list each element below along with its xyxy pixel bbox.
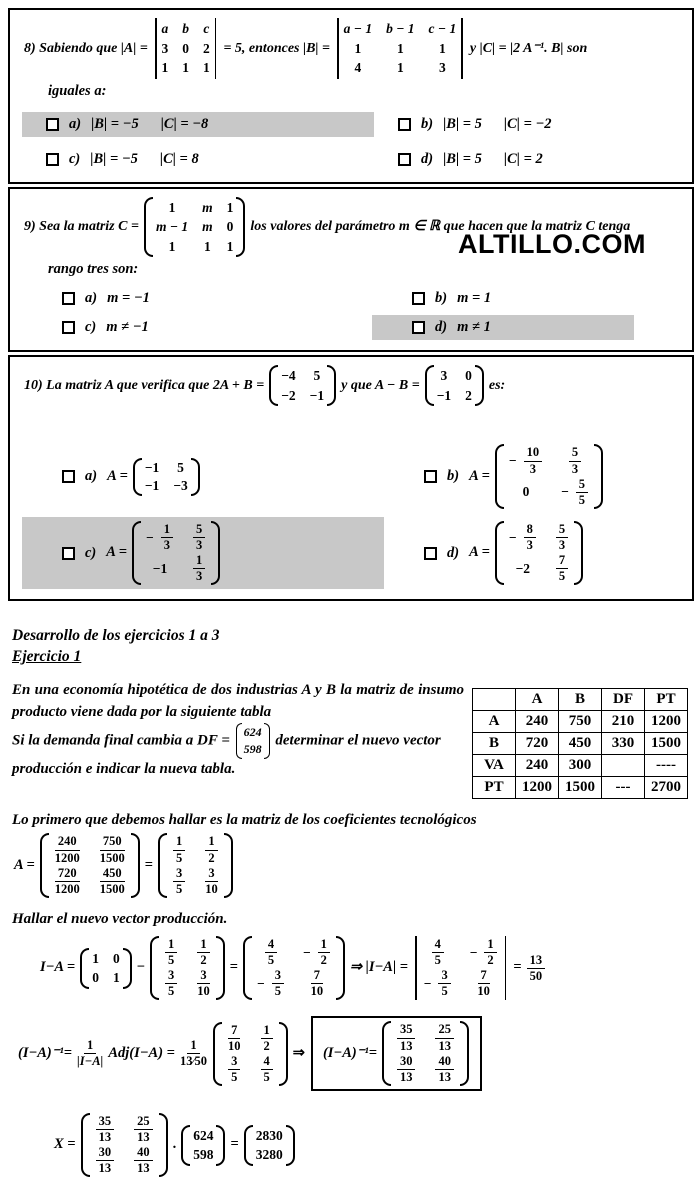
q8-option-b: [374, 112, 560, 137]
exercise-1-title: Ejercicio 1: [12, 648, 82, 666]
table-cell: A: [473, 711, 516, 733]
question-9-stem: 9) Sea la matriz C = 1 m 1 m − 1 m 0 1 1 1 los valores del parámetro m ∈ ℝ que hacen que la matriz C tenga: [22, 197, 680, 258]
table-cell: 240: [516, 755, 559, 777]
table-cell: [602, 755, 645, 777]
q10-option-c: [22, 517, 384, 590]
inverse-formula: (I−A)⁻¹= $\frac{1}{|I-A|}$ Adj(I−A) = $\frac{1}{13∕50}$ $\frac{7}{10}$ $\frac{1}{2}$ $\frac{3}{5}$ $\frac{4}{5}$ ⇒ (I−A)⁻¹= $\frac{35}{13}$ $\frac{25}{13}$ $\frac{30}{13}$ $\frac{40}{13}$: [16, 1016, 688, 1091]
option-value: m ≠ 1: [457, 319, 491, 336]
exercise-1-statement: [12, 666, 464, 780]
answer-checkbox[interactable]: [412, 292, 425, 305]
option-value: |B| = 5 |C| = −2: [443, 115, 552, 132]
option-label: b): [447, 468, 460, 485]
q10-option-b: [384, 440, 612, 513]
table-cell: ---: [602, 777, 645, 799]
question-9-stem-continuation: rango tres son:: [48, 261, 139, 278]
option-label: d): [435, 319, 448, 336]
answer-checkbox[interactable]: [62, 292, 75, 305]
option-value: m ≠ −1: [106, 319, 149, 336]
table-row: [473, 733, 688, 755]
option-value: m = −1: [107, 290, 150, 307]
statement-paragraph-1: En una economía hipotética de dos industrias A y B la matriz de insumo producto viene dada por la siguiente tabla: [12, 682, 464, 720]
table-cell: 240: [516, 711, 559, 733]
i-minus-a-formula: I−A = 1 0 0 1 − $\frac{1}{5}$ $\frac{1}{2}$ $\frac{3}{5}$ $\frac{3}{10}$ = $\frac{4}{5}$ − $\frac{1}{2}$ − $\frac{3}{5}$ $\frac{7}{10}$ ⇒ |I−A| = $\frac{4}{5}$ − $\frac{1}{2}$ − $\frac{3}{5}$ $\frac{7}{10}$ = $\frac{13}{50}$: [38, 936, 688, 1001]
table-cell: 750: [559, 711, 602, 733]
question-8-stem: 8) Sabiendo que |A| = a b c 3 0 2 1 1 1 = 5, entonces |B| = a − 1 b − 1 c − 1 1 1 1 4 1 3 y |C| = |2 A⁻¹. B| son: [22, 18, 680, 79]
question-8-box: [8, 8, 694, 184]
table-header-cell: DF: [602, 689, 645, 711]
option-label: b): [421, 115, 434, 132]
development-title: Desarrollo de los ejercicios 1 a 3: [12, 627, 220, 645]
option-value: |B| = 5 |C| = 2: [443, 150, 543, 167]
option-value: A = − $\frac{8}{3}$ $\frac{5}{3}$ −2 $\frac{7}{5}$: [467, 521, 586, 586]
table-row: [473, 755, 688, 777]
option-label: c): [69, 150, 81, 167]
option-value: m = 1: [457, 290, 492, 307]
q9-option-a: [22, 286, 372, 311]
q8-option-d: [374, 147, 560, 172]
matrix-a-formula: A = $\frac{240}{1200}$ $\frac{750}{1500}$ $\frac{720}{1200}$ $\frac{450}{1500}$ = $\frac{1}{5}$ $\frac{1}{2}$ $\frac{3}{5}$ $\frac{3}{10}$: [12, 833, 688, 898]
df-vector: 624 598: [234, 732, 272, 748]
input-output-table: [472, 688, 688, 799]
table-cell: 330: [602, 733, 645, 755]
option-value: A = − $\frac{1}{3}$ $\frac{5}{3}$ −1 $\frac{1}{3}$: [104, 521, 223, 586]
table-cell: 720: [516, 733, 559, 755]
q9-option-b: [372, 286, 634, 311]
note-production-vector: Hallar el nuevo vector producción.: [12, 910, 228, 927]
option-label: a): [85, 290, 98, 307]
q8-option-c: [22, 147, 374, 172]
table-cell: 1200: [516, 777, 559, 799]
option-value: |B| = −5 |C| = −8: [91, 115, 209, 132]
table-row: [473, 711, 688, 733]
option-value: A = −1 5 −1 −3: [105, 458, 203, 496]
answer-checkbox[interactable]: [62, 321, 75, 334]
option-value: A = − $\frac{10}{3}$ $\frac{5}{3}$ 0 − $\frac{5}{5}$: [467, 444, 606, 509]
option-label: d): [421, 150, 434, 167]
statement-paragraph-2-pre: Si la demanda final cambia a DF =: [12, 732, 230, 749]
table-row: [473, 777, 688, 799]
table-cell: 210: [602, 711, 645, 733]
exam-page: [0, 8, 700, 1189]
question-8-options: [22, 112, 680, 172]
question-10-stem: 10) La matriz A que verifica que 2A + B = −4 5 −2 −1 y que A − B = 3 0 −1 2 es:: [22, 365, 680, 406]
table-cell: 1200: [645, 711, 688, 733]
q8-option-a: [22, 112, 374, 137]
answer-checkbox[interactable]: [412, 321, 425, 334]
table-header-row: [473, 689, 688, 711]
table-cell: 300: [559, 755, 602, 777]
statement-paragraph-2-post: determinar el nuevo vector producción e indicar la nueva tabla.: [12, 732, 441, 778]
option-label: a): [69, 115, 82, 132]
table-cell: 450: [559, 733, 602, 755]
table-cell: ----: [645, 755, 688, 777]
answer-checkbox[interactable]: [46, 118, 59, 131]
production-vector-formula: X = $\frac{35}{13}$ $\frac{25}{13}$ $\frac{30}{13}$ $\frac{40}{13}$ . 624 598 = 2830 3280: [52, 1113, 688, 1178]
note-coefficients: Lo primero que debemos hallar es la matriz de los coeficientes tecnológicos: [12, 812, 477, 829]
statement-paragraph-2: [12, 723, 464, 780]
option-label: a): [85, 468, 98, 485]
answer-checkbox[interactable]: [46, 153, 59, 166]
answer-checkbox[interactable]: [424, 547, 437, 560]
option-label: c): [85, 544, 97, 561]
option-value: |B| = −5 |C| = 8: [90, 150, 199, 167]
question-10-box: [8, 355, 694, 601]
table-cell: 1500: [645, 733, 688, 755]
table-cell: 2700: [645, 777, 688, 799]
q10-option-d: [384, 517, 612, 590]
table-header-cell: B: [559, 689, 602, 711]
question-9-options: [22, 286, 680, 340]
table-header-cell: A: [516, 689, 559, 711]
development-section: [12, 627, 688, 1177]
answer-checkbox[interactable]: [398, 153, 411, 166]
table-cell: PT: [473, 777, 516, 799]
exercise-1-intro-row: [12, 666, 688, 799]
q10-option-a: [22, 440, 384, 513]
q9-option-c: [22, 315, 372, 340]
answer-checkbox[interactable]: [62, 547, 75, 560]
option-label: c): [85, 319, 97, 336]
option-label: b): [435, 290, 448, 307]
answer-checkbox[interactable]: [62, 470, 75, 483]
question-8-stem-continuation: iguales a:: [48, 82, 107, 99]
answer-checkbox[interactable]: [424, 470, 437, 483]
question-10-options: [22, 440, 680, 589]
q9-option-d: [372, 315, 634, 340]
question-9-box: [8, 187, 694, 353]
option-label: d): [447, 544, 460, 561]
answer-checkbox[interactable]: [398, 118, 411, 131]
table-cell: VA: [473, 755, 516, 777]
table-cell: 1500: [559, 777, 602, 799]
table-header-cell: [473, 689, 516, 711]
table-header-cell: PT: [645, 689, 688, 711]
table-cell: B: [473, 733, 516, 755]
altillo-watermark: ALTILLO.COM: [458, 228, 646, 259]
